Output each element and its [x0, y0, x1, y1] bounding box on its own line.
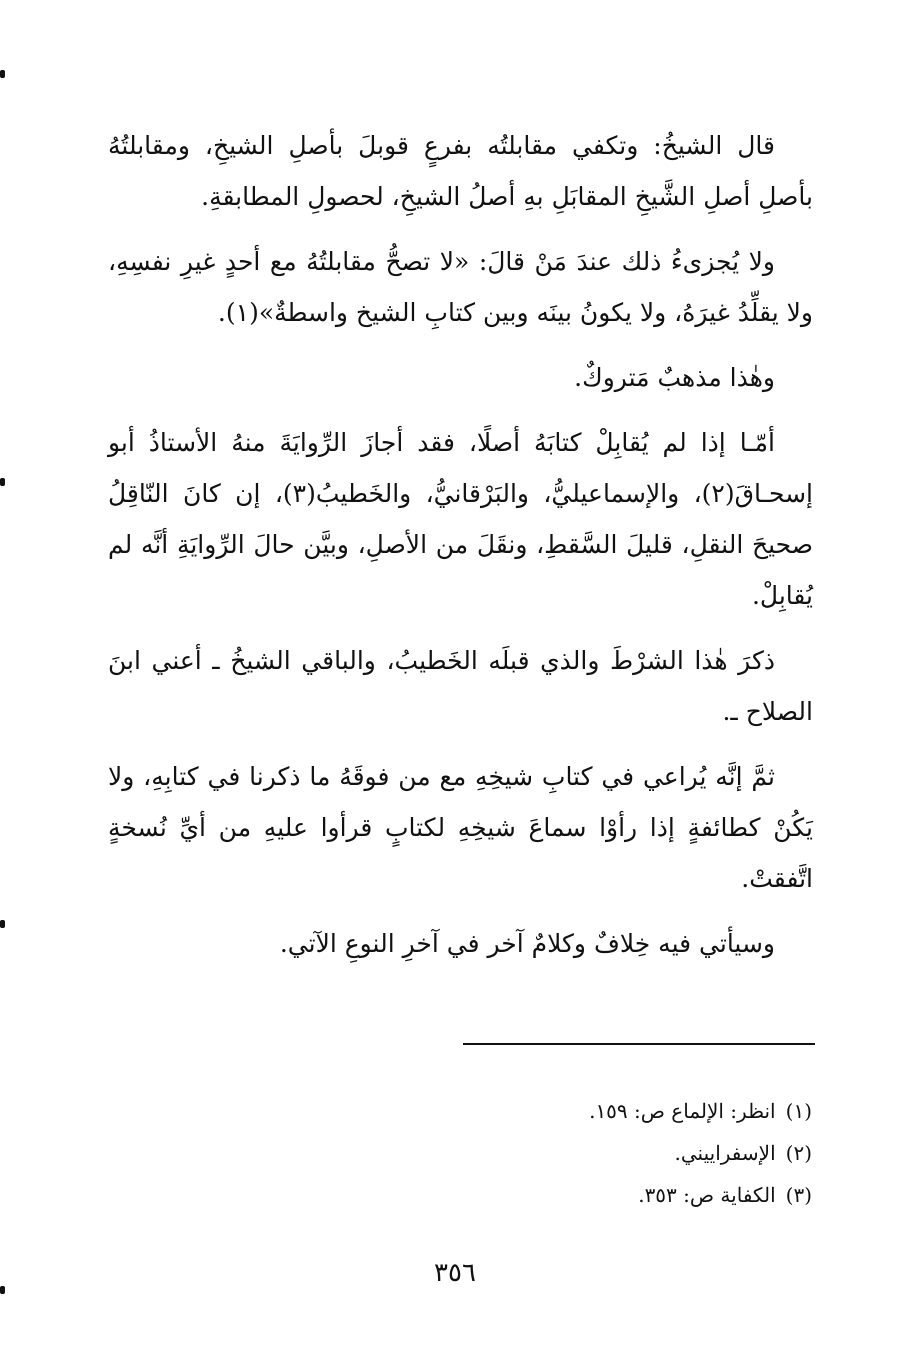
- footnotes: [400, 1090, 812, 1216]
- page-number: ٣٥٦: [434, 1258, 476, 1288]
- footnote-number: (١): [785, 1099, 812, 1123]
- paragraph-5: ذكرَ هٰذا الشرْطَ والذي قبلَه الخَطيبُ، والباقي الشيخُ ـ أعني ابنَ الصلاح ـ.: [108, 646, 813, 726]
- scan-edge-mark: [0, 920, 5, 928]
- footnote-text: انظر: الإلماع ص: ١٥٩.: [589, 1099, 776, 1123]
- paragraph-2: ولا يُجزىءُ ذلك عندَ مَنْ قالَ: «لا تصحُّ مقابلتُهُ مع أحدٍ غيرِ نفسِهِ، ولا يقلِّدُ غيرَهُ، ولا يكونُ بينَه وبين كتابِ الشيخ واسطةٌ»(١).: [108, 247, 813, 327]
- paragraph-1: قال الشيخُ: وتكفي مقابلتُه بفرعٍ قوبلَ بأصلِ الشيخِ، ومقابلتُهُ بأصلِ أصلِ الشَّيخِ المقابَلِ بهِ أصلُ الشيخِ، لحصولِ المطابقةِ.: [108, 131, 813, 211]
- footnote-text: الكفاية ص: ٣٥٣.: [638, 1183, 776, 1207]
- footnote-text: الإسفراييني.: [674, 1141, 776, 1165]
- scan-edge-mark: [0, 70, 5, 78]
- footnote-3: [400, 1174, 812, 1216]
- footnote-number: (٣): [785, 1183, 812, 1207]
- footnote-1: [400, 1090, 812, 1132]
- footnote-number: (٢): [785, 1141, 812, 1165]
- footnote-divider: [463, 1043, 815, 1045]
- main-text: [108, 120, 813, 983]
- paragraph-4: أمّـا إذا لم يُقابِلْ كتابَهُ أصلًا، فقد أجازَ الرِّوايَةَ منهُ الأستاذُ أبو إسحـاقَ(٢)، والإسماعيليُّ، والبَرْقانيُّ، والخَطيبُ(٣)، إن كانَ النّاقِلُ صحيحَ النقلِ، قليلَ السَّقطِ، ونقَلَ من الأصلِ، وبيَّن حالَ الرِّوايَةِ أنَّه لم يُقابِلْ.: [108, 428, 813, 610]
- paragraph-6: ثمَّ إنَّه يُراعي في كتابِ شيخِهِ مع من فوقَهُ ما ذكرنا في كتابِهِ، ولا يَكُنْ كطائفةٍ إذا رأوْا سماعَ شيخِهِ لكتابٍ قرأوا عليهِ من أيِّ نُسخةٍ اتَّفقتْ.: [108, 762, 813, 893]
- paragraph-3: وهٰذا مذهبٌ مَتروكٌ.: [574, 363, 775, 392]
- scan-edge-mark: [0, 478, 5, 486]
- paragraph-7: وسيأتي فيه خِلافٌ وكلامٌ آخر في آخرِ النوعِ الآتي.: [279, 929, 775, 958]
- footnote-2: [400, 1132, 812, 1174]
- scan-edge-mark: [0, 1286, 5, 1294]
